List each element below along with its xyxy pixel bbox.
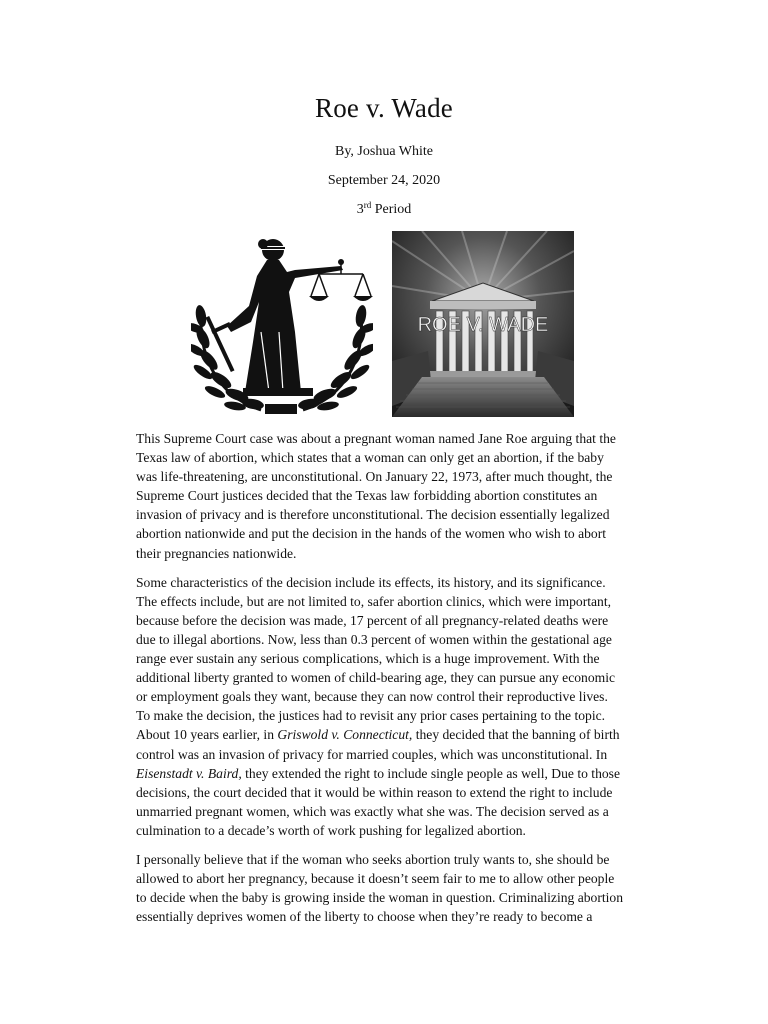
period-number: 3	[356, 202, 364, 217]
case-name-eisenstadt: Eisenstadt v. Baird,	[136, 765, 242, 781]
text-line: abortion nationwide and put the decision in the hands of the women who wish to abort	[136, 526, 607, 542]
text-line: additional liberty granted to women of child-bearing age, they can pursue any economic	[136, 670, 616, 686]
text-line: This Supreme Court case was about a pregnant woman named Jane Roe arguing that the	[136, 431, 616, 446]
text-line: range ever sustain any serious complications, which is a huge improvement. With the	[136, 651, 600, 667]
text-line: unmarried pregnant women, which was exactly what she was. The decision served as a	[136, 803, 609, 819]
text-fragment: About 10 years earlier, in	[136, 727, 278, 743]
text-line: to decide when the baby is growing inside the woman in question. Criminalizing abortion	[136, 890, 624, 906]
document-date: September 24, 2020	[327, 173, 441, 188]
period-word: Period	[371, 202, 412, 217]
text-line: control was an invasion of privacy for married couples, which was unconstitutional. In	[136, 746, 608, 762]
text-line: Some characteristics of the decision include its effects, its history, and its significance.	[136, 574, 606, 590]
text-line: because before the decision was made, 17 percent of all pregnancy-related deaths were	[136, 612, 609, 628]
supreme-court-building-icon	[392, 231, 574, 417]
lady-justice-image	[191, 232, 373, 418]
paragraph-opinion	[136, 850, 636, 926]
document-title: Roe v. Wade	[315, 93, 453, 123]
paragraph-characteristics	[136, 573, 636, 840]
text-line: essentially deprives women of the liberty to choose when they’re ready to become a	[136, 909, 593, 925]
supreme-court-image	[392, 231, 574, 417]
text-line: invasion of privacy and is therefore unconstitutional. The decision essentially legalized	[136, 507, 610, 523]
text-line-eisenstadt	[136, 764, 636, 783]
text-line: To make the decision, the justices had to revisit any prior cases pertaining to the topic.	[136, 708, 606, 724]
text-line: Texas law of abortion, which states that a woman can only get an abortion, if the baby	[136, 450, 604, 466]
text-line: The effects include, but are not limited to, safer abortion clinics, which were important,	[136, 593, 611, 609]
text-line-griswold	[136, 725, 636, 744]
image-overlay-text: ROE V. WADE	[417, 314, 549, 336]
text-line: Supreme Court justices decided that the Texas law forbidding abortion constitutes an	[136, 488, 598, 504]
paragraph-summary	[136, 429, 636, 563]
class-period	[0, 202, 768, 218]
period-suffix: rd	[363, 200, 372, 210]
case-name-griswold: Griswold v. Connecticut,	[277, 727, 413, 743]
text-line: was life-threatening, are unconstitutional. On January 22, 1973, after much thought, the	[136, 469, 613, 485]
text-line: I personally believe that if the woman who seeks abortion truly wants to, she should be	[136, 851, 610, 867]
text-line: their pregnancies nationwide.	[136, 545, 297, 561]
text-line: due to illegal abortions. Now, less than 0.3 percent of women within the gestational age	[136, 631, 612, 647]
text-fragment: they decided that the banning of birth	[412, 727, 620, 743]
text-line: decisions, the court decided that it would be within reason to extend the right to include	[136, 784, 613, 800]
text-line: allowed to abort her pregnancy, because it doesn’t seem fair to me to allow other people	[136, 871, 615, 887]
text-line: or employment goals they want, because they can now control their reproductive lives.	[136, 689, 608, 705]
text-fragment: they extended the right to include single people as well, Due to those	[241, 765, 620, 781]
author-byline: By, Joshua White	[335, 144, 433, 159]
document-body	[136, 429, 636, 936]
lady-justice-icon	[191, 232, 373, 418]
text-line: culmination to a decade’s worth of work pushing for legalized abortion.	[136, 822, 526, 838]
